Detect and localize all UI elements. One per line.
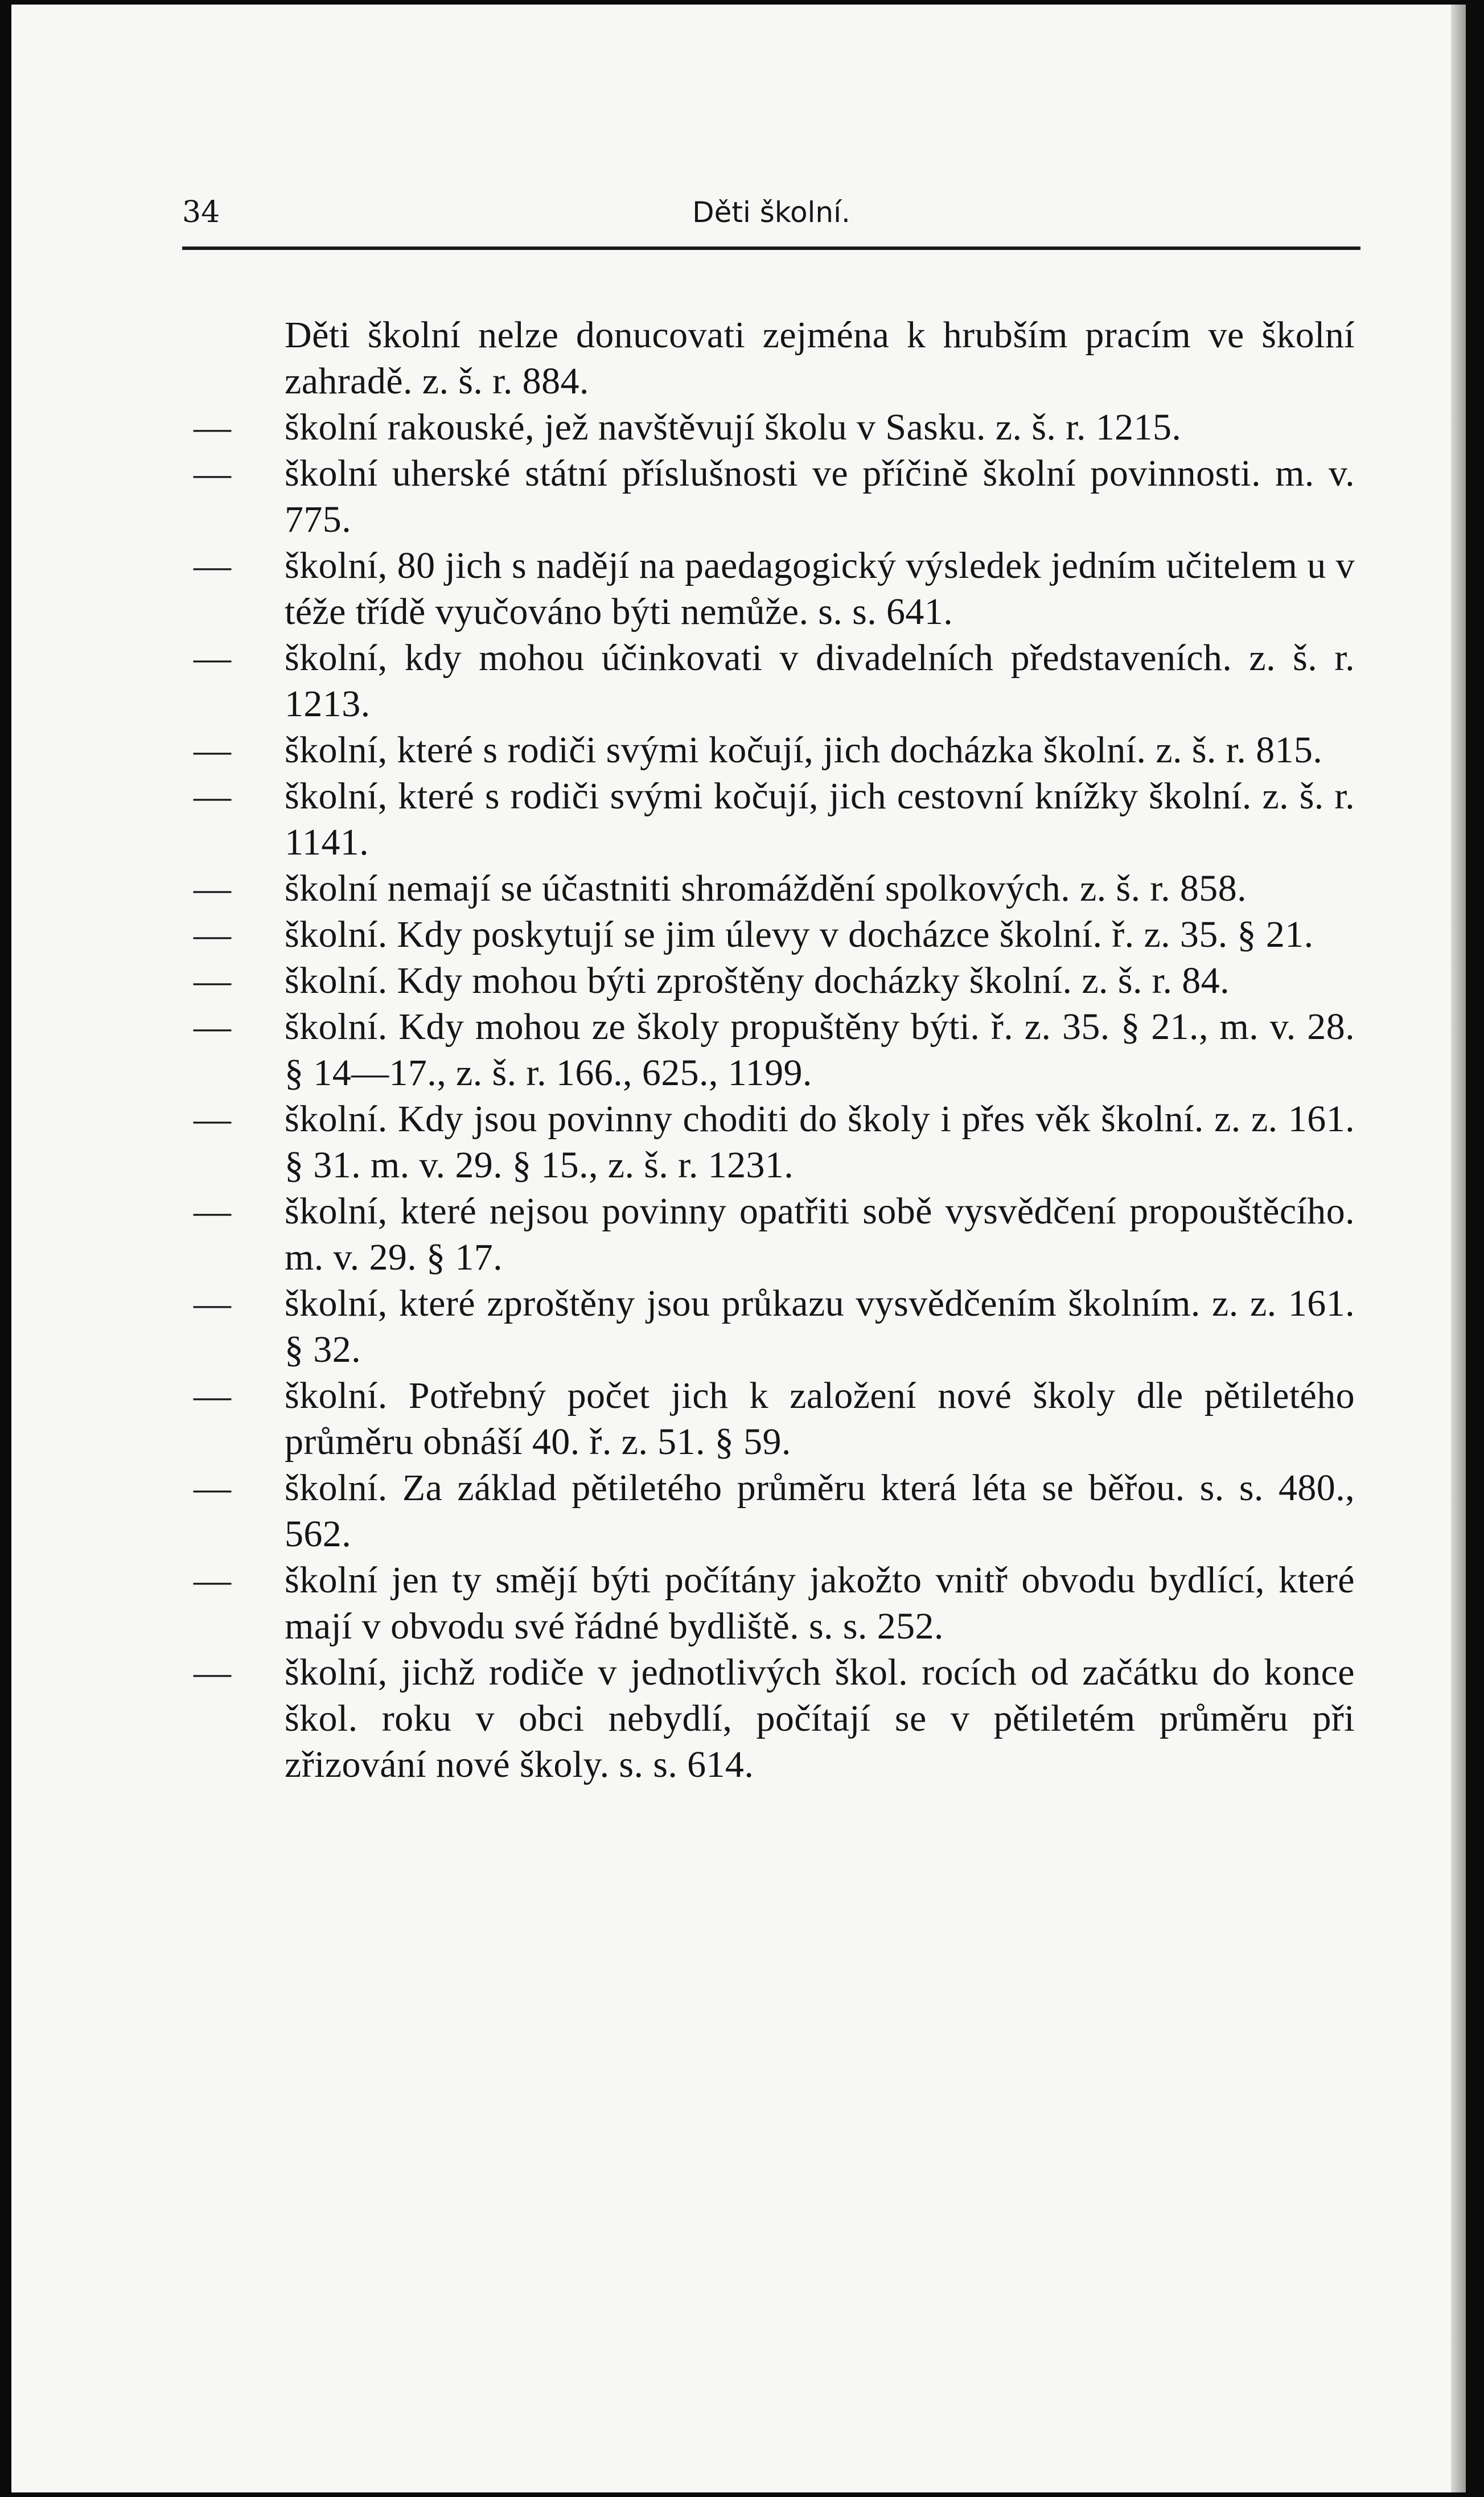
entry-text: školní. Kdy jsou povinny choditi do školy i přes věk školní. z. z. 161. § 31. m. v. 29. § 15., z. š. r. 1231. (285, 1098, 1355, 1186)
entry-dash: — (194, 1559, 232, 1601)
entry-text: školní, jichž rodiče v jednotlivých škol. rocích od začátku do konce škol. roku v obci nebydlí, počítají se v pětiletém průměru při zřizování nové školy. s. s. 614. (285, 1652, 1355, 1785)
index-entry (194, 958, 1355, 1004)
index-entry (194, 727, 1355, 773)
book-page (11, 5, 1466, 2492)
entry-text: školní, které s rodiči svými kočují, jich docházka školní. z. š. r. 815. (285, 729, 1323, 771)
entry-dash: — (194, 637, 232, 679)
entry-dash: — (194, 1006, 232, 1048)
entry-dash: — (194, 868, 232, 909)
entry-text: školní, kdy mohou účinkovati v divadelních představeních. z. š. r. 1213. (285, 637, 1355, 725)
page-edge (1451, 5, 1466, 2492)
entry-dash: — (194, 729, 232, 771)
index-entry (194, 773, 1355, 865)
index-entry (194, 1188, 1355, 1280)
entry-text: školní. Kdy mohou býti zproštěny docházky školní. z. š. r. 84. (285, 960, 1230, 1001)
index-entry (194, 1557, 1355, 1649)
entry-text: školní nemají se účastniti shromáždění spolkových. z. š. r. 858. (285, 868, 1247, 909)
entry-text: školní. Za základ pětiletého průměru která léta se běřou. s. s. 480., 562. (285, 1467, 1355, 1555)
entry-text: školní. Kdy poskytují se jim úlevy v docházce školní. ř. z. 35. § 21. (285, 914, 1314, 955)
index-entry (194, 312, 1355, 404)
index-entry (194, 1649, 1355, 1788)
index-entry (194, 865, 1355, 911)
header-rule (182, 247, 1360, 250)
entry-text: školní rakouské, jež navštěvují školu v Sasku. z. š. r. 1215. (285, 406, 1182, 448)
entry-text: školní uherské státní příslušnosti ve příčině školní povinnosti. m. v. 775. (285, 453, 1355, 540)
index-entry (194, 911, 1355, 958)
index-entry (194, 1373, 1355, 1465)
index-entry (194, 450, 1355, 543)
index-entry (194, 543, 1355, 635)
entry-dash: — (194, 545, 232, 586)
index-entry-list (194, 312, 1355, 1788)
index-entry (194, 635, 1355, 727)
entry-text: Děti školní nelze donucovati zejména k hrubším pracím ve školní zahradě. z. š. r. 884. (285, 314, 1355, 402)
page-number: 34 (182, 195, 220, 229)
entry-dash: — (194, 406, 232, 448)
index-entry (194, 1004, 1355, 1096)
entry-dash: — (194, 1190, 232, 1232)
entry-dash: — (194, 1375, 232, 1416)
entry-dash: — (194, 1283, 232, 1324)
entry-text: školní. Kdy mohou ze školy propuštěny býti. ř. z. 35. § 21., m. v. 28. § 14—17., z. š. r. 166., 625., 1199. (285, 1006, 1355, 1094)
entry-text: školní, které s rodiči svými kočují, jich cestovní knížky školní. z. š. r. 1141. (285, 775, 1355, 863)
index-entry (194, 404, 1355, 450)
page-header (182, 187, 1360, 249)
entry-text: školní jen ty smějí býti počítány jakožto vnitř obvodu bydlící, které mají v obvodu své řádné bydliště. s. s. 252. (285, 1559, 1355, 1647)
entry-dash: — (194, 960, 232, 1001)
entry-dash: — (194, 914, 232, 955)
entry-text: školní, které nejsou povinny opatřiti sobě vysvědčení propouštěcího. m. v. 29. § 17. (285, 1190, 1355, 1278)
entry-text: školní, 80 jich s nadějí na paedagogický výsledek jedním učitelem u v téže třídě vyučováno býti nemůže. s. s. 641. (285, 545, 1355, 633)
entry-text: školní. Potřebný počet jich k založení nové školy dle pětiletého průměru obnáší 40. ř. z. 51. § 59. (285, 1375, 1355, 1463)
index-entry (194, 1096, 1355, 1188)
entry-dash: — (194, 1098, 232, 1140)
index-entry (194, 1280, 1355, 1373)
index-entry (194, 1465, 1355, 1557)
entry-text: školní, které zproštěny jsou průkazu vysvědčením školním. z. z. 161. § 32. (285, 1283, 1355, 1370)
entry-dash: — (194, 1467, 232, 1509)
entry-dash: — (194, 453, 232, 494)
entry-dash: — (194, 1652, 232, 1693)
running-title: Děti školní. (692, 196, 850, 229)
entry-dash: — (194, 775, 232, 817)
